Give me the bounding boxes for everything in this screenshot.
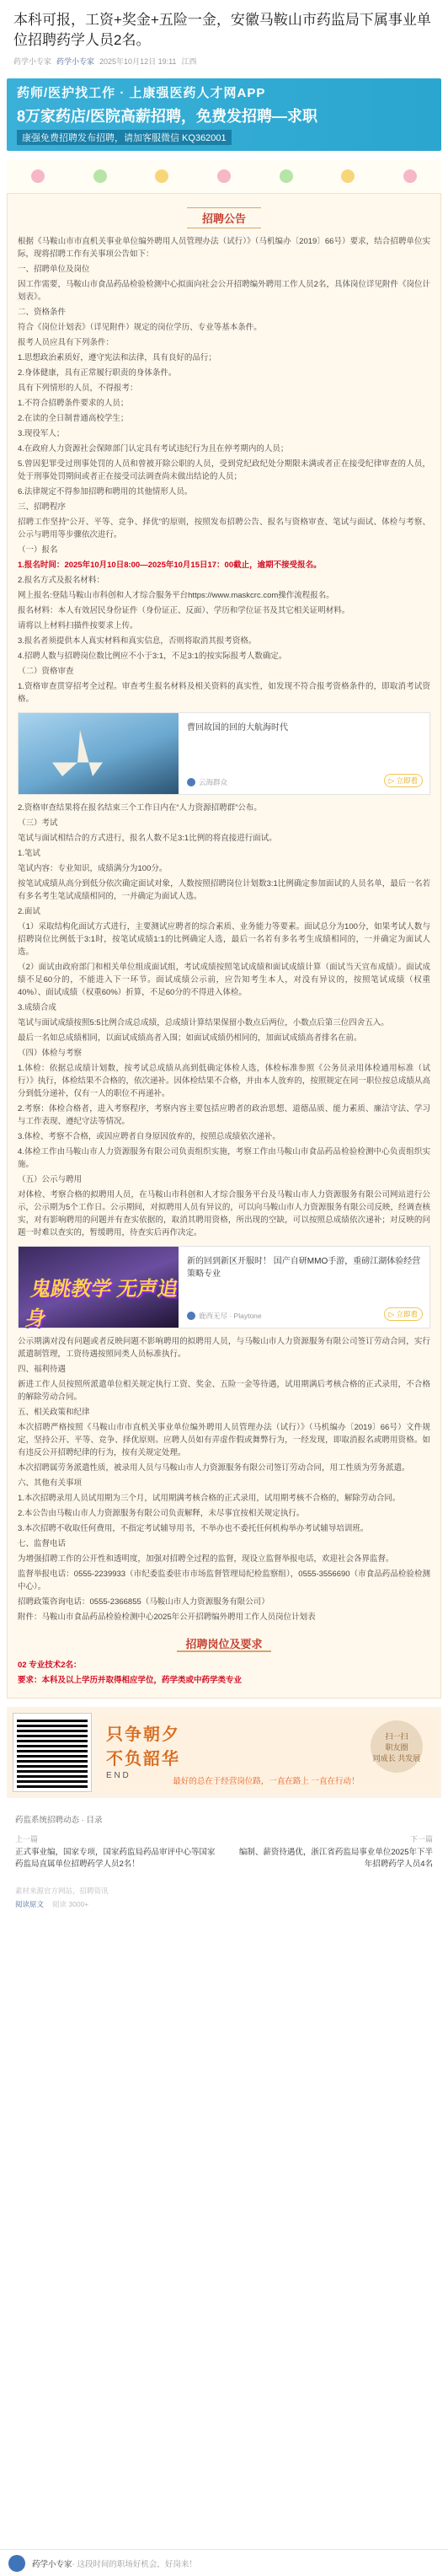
- next-article[interactable]: [232, 1833, 433, 1870]
- publish-location: 江西: [181, 57, 197, 66]
- recruitment-banner[interactable]: [7, 78, 441, 151]
- paragraph: 3.成绩合成: [18, 1003, 56, 1012]
- notice-heading: 招聘公告: [18, 207, 430, 228]
- section-title: 六、其他有关事项: [18, 1479, 83, 1488]
- paragraph: 2.考察：体检合格者，进入考察程序，考察内容主要包括应聘者的政治思想、道德品质、能力素质、廉洁守法、学习与工作表现、遵纪守法等情况。: [18, 1104, 430, 1126]
- position-count: 02 专业技术2名：: [18, 1661, 82, 1670]
- paragraph: 招聘工作坚持“公开、平等、竞争、择优”的原则，按照发布招聘公告、报名与资格审查、笔试与面试、体检与考察、公示与聘用等步骤依次进行。: [18, 518, 430, 539]
- paragraph: 2.资格审查结果将在报名结束三个工作日内在“人力资源招聘群”公布。: [18, 803, 262, 813]
- slogan-tagline: 最好的总在于经营岗位路，一直在路上 一直在行动！: [173, 1777, 360, 1786]
- list-item: 4.在政府人力资源社会保障部门认定具有考试违纪行为且在停考期内的人员；: [18, 444, 289, 453]
- flower-icon: [217, 169, 231, 183]
- paragraph: 最后一名如总成绩相同，以面试成绩高者入围；如面试成绩仍相同的，加面试成绩高者排名在前。: [18, 1033, 362, 1043]
- paragraph: 招聘政策咨询电话：0555-2366855（马鞍山市人力资源服务有限公司）: [18, 1597, 269, 1607]
- ad-title: 新的回到新区开服时！ 国产自研MMO手游，重磅江湖体验经营策略专业: [187, 1257, 421, 1279]
- ad-source: 云海群众: [187, 777, 227, 787]
- flower-icon: [31, 169, 45, 183]
- article-header: [0, 0, 448, 72]
- subsection-title: （四）体检与考察: [18, 1049, 83, 1058]
- next-title: 编制、薪资待遇优，浙江省药监局事业单位2025年下半年招聘药学人员4名: [238, 1848, 433, 1869]
- prev-article[interactable]: [15, 1833, 216, 1870]
- subsection-title: （一）报名: [18, 545, 58, 555]
- positions-heading: 招聘岗位及要求: [18, 1635, 430, 1652]
- game-ad-card[interactable]: [18, 1246, 430, 1328]
- read-count: 阅读 3000+: [52, 1900, 89, 1908]
- paragraph: 1.本次招聘录用人员试用期为三个月，试用期满考核合格的正式录用，试用期考核不合格的，解除劳动合同。: [18, 1494, 401, 1503]
- game-ad-image: [19, 1247, 179, 1328]
- account-link[interactable]: 药学小专家: [56, 57, 95, 66]
- end-mark: E N D: [106, 1771, 129, 1780]
- paragraph: （1）采取结构化面试方式进行，主要测试应聘者的综合素质、业务能力等要素。面试总分为100分，如果考试人数与招聘岗位比例低于3:1时，按笔试成绩1:1的比例确定人选，最后一名若有多名考生成绩相同的，一并确定为面试人选。: [18, 922, 430, 957]
- list-item: 2.身体健康，具有正常履行职责的身体条件。: [18, 368, 177, 378]
- paragraph: 监督举报电话：0555-2239933（市纪委监委驻市市场监督管理局纪检监察组），0555-3556690（市食品药品检验检测中心）。: [18, 1570, 430, 1591]
- subsection-title: （二）资格审查: [18, 667, 74, 676]
- paragraph: 符合《岗位计划表》（详见附件）规定的岗位学历、专业等基本条件。: [18, 323, 262, 332]
- slogan-line-1: 只争朝夕: [106, 1725, 180, 1744]
- ad-title: 曹回故国的回的大航海时代: [187, 723, 288, 733]
- intro-text: 根据《马鞍山市市直机关事业单位编外聘用人员管理办法（试行）》（马机编办〔2019〕66号）要求，结合招聘单位实际，现将招聘工作有关事项公告如下：: [18, 237, 430, 259]
- banner-line-1: 药师/医护找工作 · 上康强医药人才网APP: [17, 86, 266, 100]
- ad-card[interactable]: [18, 712, 430, 795]
- subsection-title: （五）公示与聘用: [18, 1175, 83, 1184]
- section-title: 四、福利待遇: [18, 1365, 67, 1374]
- qr-block: [7, 1707, 441, 1798]
- article-meta: [13, 56, 435, 67]
- signup-time: 1.报名时间：2025年10月10日8:00—2025年10月15日17：00截止，逾期不接受报名。: [18, 561, 322, 570]
- section-title: 一、招聘单位及岗位: [18, 265, 90, 274]
- paragraph: 按笔试成绩从高分到低分依次确定面试对象，人数按照招聘岗位计划数3:1比例确定参加面试的人员名单，最后一名若有多名考生笔试成绩相同的，一并确定为面试人选。: [18, 879, 430, 901]
- paragraph: 报考人员应具有下列条件：: [18, 338, 115, 347]
- list-item: 2.在读的全日制普通高校学生；: [18, 414, 129, 423]
- paragraph: 附件：马鞍山市食品药品检验检测中心2025年公开招聘编外聘用工作人员岗位计划表: [18, 1613, 316, 1622]
- scan-badge: 扫一扫 职友圈 同成长 共发展: [371, 1720, 423, 1773]
- section-title: 二、资格条件: [18, 308, 67, 317]
- section-title: 五、相关政策和纪律: [18, 1408, 90, 1417]
- bottom-links: [7, 1886, 441, 1909]
- paragraph: 4.体检工作由马鞍山市人力资源服务有限公司负责组织实施，考察工作由马鞍山市食品药品检验检测中心负责组织实施。: [18, 1147, 430, 1169]
- sticky-bar[interactable]: [0, 2549, 448, 2576]
- section-title: 三、招聘程序: [18, 502, 67, 512]
- read-original-link[interactable]: 阅读原文: [15, 1900, 45, 1908]
- decorative-divider: [7, 159, 441, 193]
- paragraph: 1.笔试: [18, 849, 40, 858]
- paragraph: 报名材料：本人有效居民身份证件（身份证正、反面）、学历和学位证书及其它相关证明材料。: [18, 606, 350, 615]
- source-avatar: [187, 1312, 195, 1320]
- flower-icon: [403, 169, 417, 183]
- paragraph: 3.本次招聘不收取任何费用，不指定考试辅导用书，不举办也不委托任何机构举办考试辅导培训班。: [18, 1524, 369, 1533]
- prev-next-nav: [15, 1833, 433, 1870]
- game-ad-text: 鬼跳教学 无声追身: [24, 1278, 180, 1330]
- paragraph: 3.体检、考察不合格，或因应聘者自身原因放弃的，按照总成绩依次递补。: [18, 1132, 280, 1141]
- flower-icon: [155, 169, 168, 183]
- subsection-title: （三）考试: [18, 818, 58, 828]
- paragraph: 笔试内容：专业知识，成绩满分为100分。: [18, 864, 168, 873]
- ad-play-button[interactable]: ▷ 立即看: [384, 774, 423, 787]
- sticky-text: 药学小专家· 这段时间的职场好机会，好岗来！: [32, 2559, 197, 2569]
- paragraph: 2.面试: [18, 907, 40, 916]
- collection-link[interactable]: 药监系统招聘动态 · 目录: [15, 1816, 103, 1825]
- link-row: [15, 1899, 433, 1909]
- avatar: [8, 2555, 25, 2572]
- list-item: 6.法律规定不得参加招聘和聘用的其他情形人员。: [18, 487, 193, 496]
- prev-title: 正式事业编，国家专项，国家药监局药品审评中心等国家药监局直属单位招聘药学人员2名！: [15, 1848, 216, 1869]
- prev-label: 上一篇: [15, 1835, 39, 1843]
- paragraph: （2）面试由政府部门和相关单位组成面试组，考试成绩按照笔试成绩和面试成绩计算（面试当天宣布成绩）。面试成绩不足60分的，不能进入下一环节。面试成绩公示前，应告知考生本人，对没有异议的，按照笔试成绩（权重40%）、面试成绩（权重60%）折算，不足60分的不得进入体检。: [18, 963, 430, 997]
- paragraph: 为增强招聘工作的公开性和透明度，加强对招聘全过程的监督，现设立监督举报电话，欢迎社会各界监督。: [18, 1554, 394, 1564]
- section-title: 七、监督电话: [18, 1539, 67, 1548]
- notice-content: [7, 193, 441, 1699]
- paragraph: 笔试与面试相结合的方式进行，报名人数不足3:1比例的将直接进行面试。: [18, 834, 277, 843]
- article-title: 本科可报，工资+奖金+五险一金，安徽马鞍山市药监局下属事业单位招聘药学人员2名。: [13, 12, 431, 48]
- list-item: 1.不符合招聘条件要求的人员；: [18, 399, 129, 408]
- paragraph: 新进工作人员按照所派遣单位相关规定执行工资、奖金、五险一金等待遇，试用期满后考核合格的正式录用，不合格的解除劳动合同。: [18, 1380, 430, 1402]
- ad-info: [179, 713, 429, 794]
- ad-source: 鹿西无尽 · Playtone: [187, 1311, 262, 1321]
- slogan-line-2: 不负韶华: [106, 1750, 180, 1768]
- publish-date: 2025年10月12日 19:11: [99, 57, 177, 66]
- paragraph: 3.报名者须提供本人真实材料和真实信息，否则将取消其报考资格。: [18, 636, 257, 646]
- flower-icon: [93, 169, 107, 183]
- paragraph: 1.资格审查贯穿招考全过程。审查考生报名材料及相关资料的真实性，如发现不符合报考资格条件的，即取消考试资格。: [18, 682, 430, 704]
- paragraph: 4.招聘人数与招聘岗位数比例应不小于3:1，不足3:1的按实际报考人数确定。: [18, 652, 287, 661]
- list-item: 3.现役军人；: [18, 429, 65, 438]
- ad-info: [179, 1247, 429, 1328]
- paragraph: 2.报名方式及报名材料：: [18, 576, 104, 585]
- paragraph: 因工作需要，马鞍山市食品药品检验检测中心拟面向社会公开招聘编外聘用工作人员2名，具体岗位详见附件《岗位计划表》。: [18, 280, 430, 302]
- slogan-panel: [98, 1714, 435, 1791]
- author-name: 药学小专家: [13, 57, 52, 66]
- source-avatar: [187, 778, 195, 786]
- paragraph: 公示期满对没有问题或者反映问题不影响聘用的拟聘用人员，与马鞍山市人力资源服务有限公司签订劳动合同，实行派遣制管理，工资待遇按照同类人员标准执行。: [18, 1337, 430, 1359]
- paragraph: 请将以上材料扫描件按要求上传。: [18, 621, 138, 631]
- paragraph: 笔试与面试成绩按照5:5比例合成总成绩，总成绩计算结果保留小数点后两位，小数点后第三位四舍五入。: [18, 1018, 389, 1028]
- paragraph: 1.体检：依据总成绩计划数，按考试总成绩从高到低确定体检人选，体检标准参照《公务员录用体检通用标准（试行）》执行，体检结果不合格的，依次递补。因体检结果不合格，并由本人放弃的，按照规定在同一职位按总成绩从高分到低分递补，仅有一人的职位不再递补。: [18, 1064, 430, 1098]
- paragraph: 本次招聘严格按照《马鞍山市市直机关事业单位编外聘用人员管理办法（试行）》（马机编办〔2019〕66号）文件规定，坚持公开、平等、竞争、择优原则。应聘人员如有弄虚作假或舞弊行为，一经发现，即取消报名或聘用资格。如有违反公开招聘纪律的行为，按有关规定处理。: [18, 1423, 430, 1457]
- ad-image: [19, 713, 179, 794]
- ship-icon: [52, 730, 103, 776]
- banner-line-2: 8万家药店/医院高薪招聘，免费发招聘—求职: [17, 108, 318, 125]
- paragraph: 2.本公告由马鞍山市人力资源服务有限公司负责解释，未尽事宜按相关规定执行。: [18, 1509, 305, 1518]
- signup-web-text: 网上报名:登陆马鞍山市科创和人才综合服务平台https://www.maskcrc.com操作流程报名。: [18, 591, 334, 600]
- list-item: 1.思想政治素质好，遵守宪法和法律，具有良好的品行；: [18, 353, 216, 362]
- flower-icon: [280, 169, 293, 183]
- paragraph: 本次招聘属劳务派遣性质，被录用人员与马鞍山市人力资源服务有限公司签订劳动合同，用工性质为劳务派遣。: [18, 1463, 410, 1473]
- article-footer: [7, 1806, 441, 1877]
- ad-play-button[interactable]: ▷ 立即看: [384, 1307, 423, 1321]
- source-note: 素材来源官方网站，招聘资讯: [15, 1886, 109, 1895]
- qr-code[interactable]: [13, 1714, 91, 1791]
- flower-icon: [341, 169, 355, 183]
- next-label: 下一篇: [409, 1835, 433, 1843]
- paragraph: 对体检、考察合格的拟聘用人员，在马鞍山市科创和人才综合服务平台及马鞍山市人力资源服务有限公司网站进行公示，公示期为5个工作日。公示期间，对拟聘用人员有异议的，可以向马鞍山市人力资源服务有限公司反映，经调查核实，对有影响聘用的问题并有查实依据的，取消其聘用资格，所出现的空缺，可以按照总成绩依次递补；对反映的问题一时难以查实的，暂缓聘用，待查实后再作决定。: [18, 1190, 430, 1237]
- paragraph: 具有下列情形的人员，不得报考：: [18, 384, 138, 393]
- position-requirement: 要求：本科及以上学历并取得相应学位，药学类或中药学类专业: [18, 1676, 243, 1685]
- banner-line-3: 康强免费招聘发布招聘，请加客服微信 KQ362001: [17, 130, 232, 145]
- list-item: 5.曾因犯罪受过刑事处罚的人员和曾被开除公职的人员，受到党纪政纪处分期限未满或者正在接受纪律审查的人员，处于刑事处罚期间或者正在接受司法调查尚未做出结论的人员；: [18, 459, 430, 481]
